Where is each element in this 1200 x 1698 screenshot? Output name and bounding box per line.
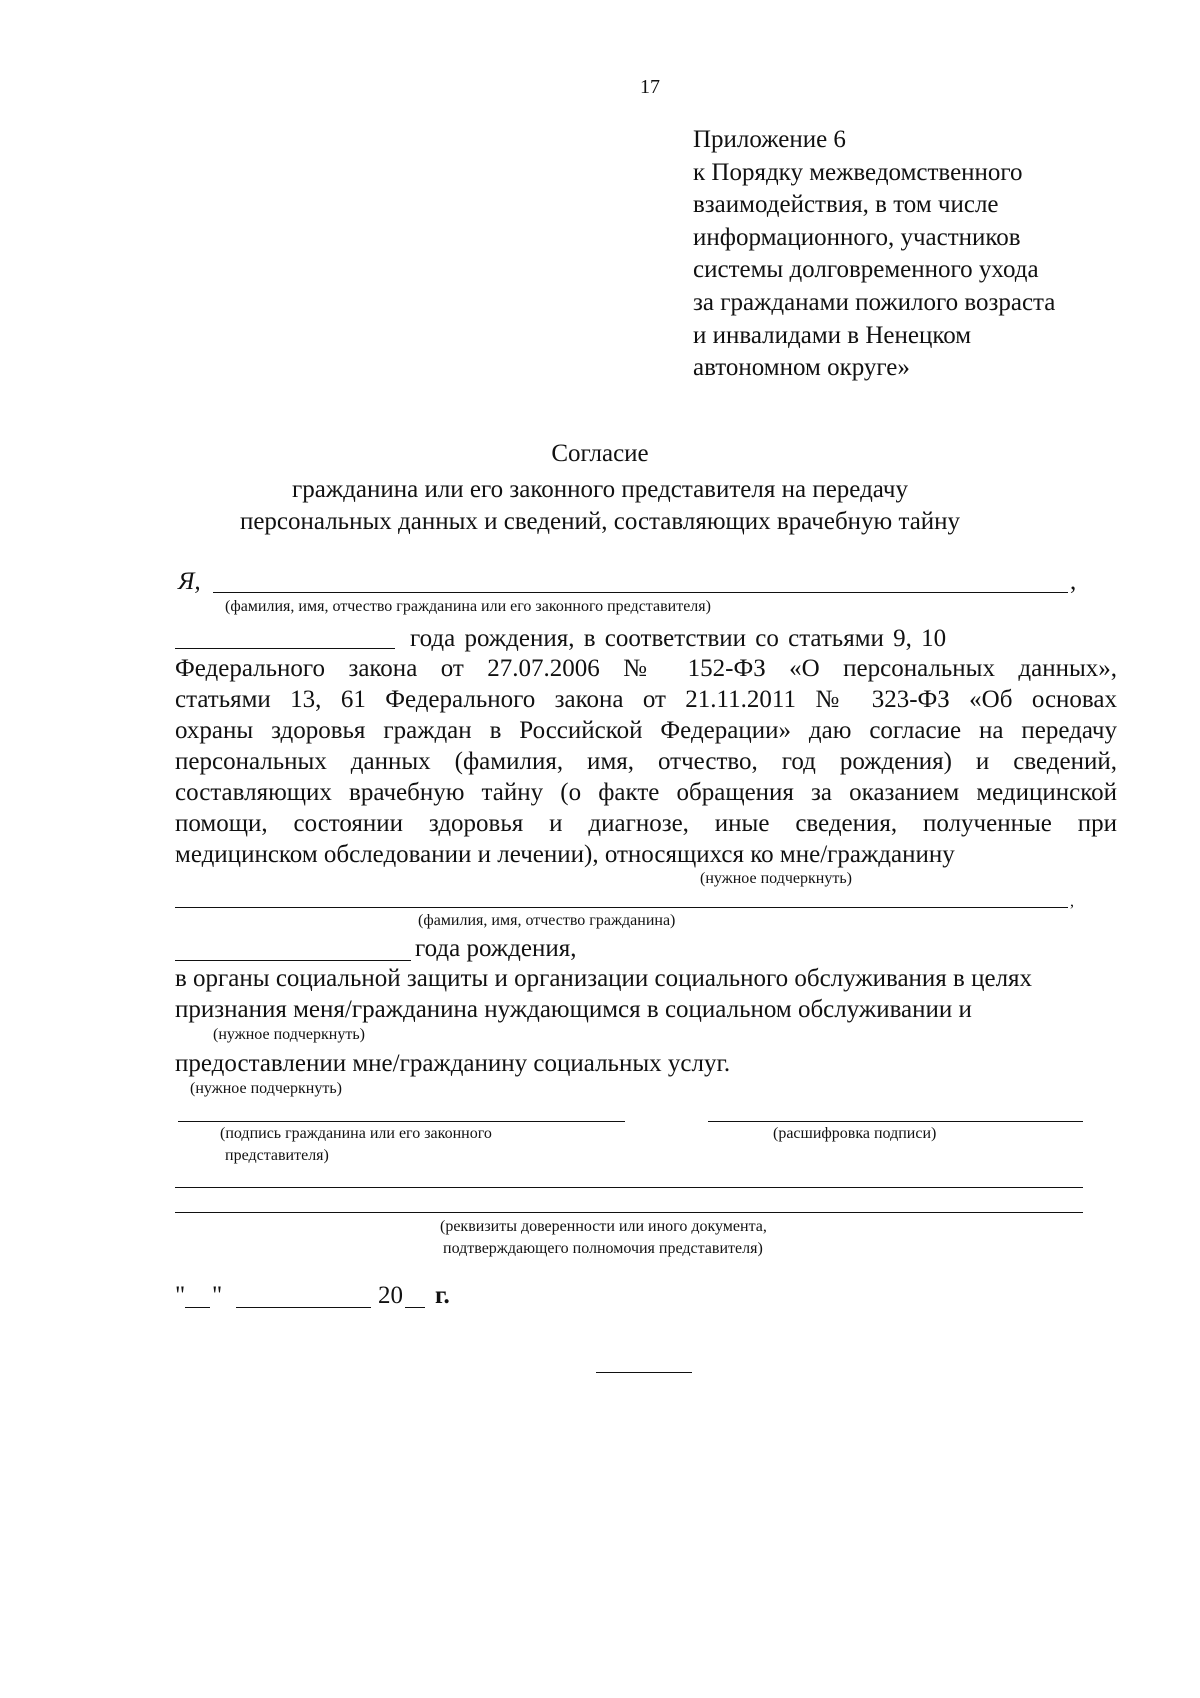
birth-date-line-2[interactable]: [175, 960, 411, 961]
signature-decoding-line[interactable]: [708, 1121, 1083, 1122]
paragraph-line: охраны здоровья граждан в Российской Федерации» даю согласие на передачу: [175, 717, 1117, 744]
page-number: 17: [640, 76, 660, 98]
hint-requisites: (реквизиты доверенности или иного документа,: [440, 1218, 767, 1235]
fio-citizen-line[interactable]: [175, 907, 1068, 908]
recognition-text: признания меня/гражданина нуждающимся в социальном обслуживании и: [175, 996, 972, 1023]
hint-underline: (нужное подчеркнуть): [190, 1080, 342, 1097]
signature-line[interactable]: [178, 1121, 625, 1122]
appendix-line: и инвалидами в Ненецком: [693, 321, 972, 349]
comma: ,: [1070, 568, 1077, 595]
document-title: Согласие: [551, 440, 649, 467]
provision-text: предоставлении мне/гражданину социальных услуг.: [175, 1050, 731, 1077]
document-subtitle-line: персональных данных и сведений, составляющих врачебную тайну: [239, 508, 961, 535]
requisites-line[interactable]: [175, 1212, 1083, 1213]
date-year-prefix: 20: [378, 1282, 403, 1309]
birth-text-2: года рождения,: [415, 935, 577, 962]
fio-rep-line[interactable]: [213, 592, 1068, 593]
paragraph-line: составляющих врачебную тайну (о факте обращения за оказанием медицинской: [175, 779, 1117, 806]
hint-requisites: подтверждающего полномочия представителя): [443, 1240, 763, 1257]
birth-date-line[interactable]: [175, 648, 395, 649]
appendix-line: Приложение 6: [693, 126, 846, 153]
hint-underline: (нужное подчеркнуть): [213, 1026, 365, 1043]
date-day-line[interactable]: [185, 1307, 210, 1308]
date-month-line[interactable]: [236, 1307, 371, 1308]
organs-text: в органы социальной защиты и организации социального обслуживания в целях: [175, 965, 1033, 992]
date-year-line[interactable]: [405, 1307, 425, 1308]
paragraph-last-line: медицинском обследовании и лечении), относящихся ко мне/гражданину: [175, 841, 955, 868]
date-year-suffix: г.: [435, 1282, 450, 1309]
paragraph-line: помощи, состоянии здоровья и диагнозе, иные сведения, полученные при: [175, 810, 1117, 837]
appendix-block: [693, 124, 1055, 385]
hint-signature: представителя): [225, 1147, 329, 1164]
paragraph-line: статьями 13, 61 Федерального закона от 21.11.2011 № 323-ФЗ «Об основах: [175, 686, 1117, 713]
hint-fio-rep: (фамилия, имя, отчество гражданина или его законного представителя): [225, 598, 711, 615]
comma: ,: [1070, 893, 1074, 910]
birth-text: года рождения, в соответствии со статьями 9, 10: [410, 625, 947, 652]
appendix-line: системы долговременного ухода: [693, 256, 1039, 284]
hint-signature: (подпись гражданина или его законного: [220, 1125, 492, 1142]
appendix-line: за гражданами пожилого возраста: [693, 288, 1056, 316]
date-quote-close: ": [212, 1282, 223, 1309]
document-subtitle-line: гражданина или его законного представителя на передачу: [292, 476, 908, 503]
end-divider: [596, 1372, 692, 1373]
ya-label: Я,: [178, 568, 201, 595]
appendix-line: автономном округе»: [693, 354, 910, 382]
requisites-line[interactable]: [175, 1187, 1083, 1188]
paragraph-line: персональных данных (фамилия, имя, отчество, год рождения) и сведений,: [175, 748, 1117, 775]
appendix-line: к Порядку межведомственного: [693, 158, 1023, 186]
hint-decoding: (расшифровка подписи): [773, 1125, 937, 1142]
paragraph-line: Федерального закона от 27.07.2006 № 152-ФЗ «О персональных данных»,: [175, 655, 1117, 682]
appendix-line: взаимодействия, в том числе: [693, 191, 999, 219]
hint-underline: (нужное подчеркнуть): [700, 870, 852, 887]
hint-fio-citizen: (фамилия, имя, отчество гражданина): [418, 912, 676, 929]
date-quote-open: ": [175, 1282, 186, 1309]
appendix-line: информационного, участников: [693, 223, 1021, 251]
